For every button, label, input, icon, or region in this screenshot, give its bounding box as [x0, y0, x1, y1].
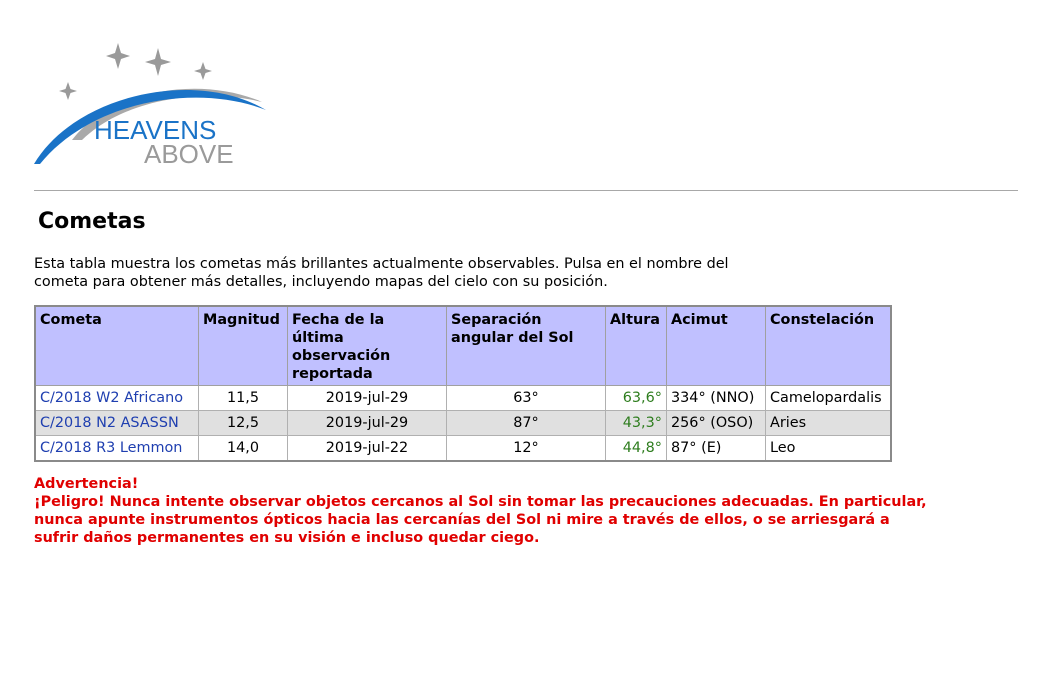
header-date-line1: Fecha de la — [292, 312, 385, 328]
header-date-line3: observación — [292, 348, 391, 364]
intro-text: Esta tabla muestra los cometas más brillantes actualmente observables. Pulsa en el nombre del cometa para obtener más detalles, incluyendo mapas del cielo con su posición. — [34, 256, 729, 290]
star-icon — [59, 82, 77, 100]
magnitude-cell: 11,5 — [199, 386, 288, 411]
separation-cell: 63° — [447, 386, 606, 411]
header-altitude — [606, 306, 667, 386]
constellation-cell: Leo — [766, 436, 892, 462]
header-comet — [35, 306, 199, 386]
header-constellation — [766, 306, 892, 386]
azimuth-cell: 256° (OSO) — [667, 411, 766, 436]
header-comet-label: Cometa — [40, 312, 102, 328]
header-date — [288, 306, 447, 386]
logo-heavens-text: HEAVENS — [94, 115, 217, 145]
header-altitude-label: Altura — [610, 312, 661, 328]
table-row — [35, 386, 891, 411]
altitude-cell: 63,6° — [606, 386, 667, 411]
table-header-row — [35, 306, 891, 386]
header-separation — [447, 306, 606, 386]
header-date-line4: reportada — [292, 366, 373, 382]
logo-graphic — [30, 40, 270, 170]
warning-text: ¡Peligro! Nunca intente observar objetos cercanos al Sol sin tomar las precauciones adecuadas. En particular, nunca apunte instrumentos ópticos hacia las cercanías del Sol ni mire a través de ellos, o se arriesgará a sufrir daños permanentes en su visión e incluso quedar ciego. — [34, 494, 927, 546]
header-magnitude-label: Magnitud — [203, 312, 280, 328]
header-magnitude — [199, 306, 288, 386]
comet-link[interactable]: C/2018 N2 ASASSN — [40, 415, 179, 431]
table-row — [35, 436, 891, 462]
date-cell: 2019-jul-29 — [288, 386, 447, 411]
star-icon — [145, 48, 171, 76]
star-icon — [106, 43, 130, 69]
altitude-cell: 43,3° — [606, 411, 667, 436]
header-azimuth-label: Acimut — [671, 312, 728, 328]
header-separation-line2: angular del Sol — [451, 330, 574, 346]
table-row — [35, 411, 891, 436]
magnitude-cell: 14,0 — [199, 436, 288, 462]
comets-table — [34, 305, 892, 462]
star-icon — [194, 62, 212, 80]
separation-cell: 87° — [447, 411, 606, 436]
warning-title: Advertencia! — [34, 476, 139, 492]
comet-name-cell — [35, 436, 199, 462]
azimuth-cell: 87° (E) — [667, 436, 766, 462]
header-constellation-label: Constelación — [770, 312, 875, 328]
magnitude-cell: 12,5 — [199, 411, 288, 436]
header-divider — [34, 190, 1018, 191]
comet-link[interactable]: C/2018 W2 Africano — [40, 390, 184, 406]
constellation-cell: Camelopardalis — [766, 386, 892, 411]
header-separation-line1: Separación — [451, 312, 542, 328]
separation-cell: 12° — [447, 436, 606, 462]
heavens-above-logo[interactable] — [30, 40, 270, 170]
altitude-cell: 44,8° — [606, 436, 667, 462]
header-date-line2: última — [292, 330, 344, 346]
logo-above-text: ABOVE — [144, 139, 234, 169]
date-cell: 2019-jul-22 — [288, 436, 447, 462]
azimuth-cell: 334° (NNO) — [667, 386, 766, 411]
comet-name-cell — [35, 411, 199, 436]
comet-name-cell — [35, 386, 199, 411]
constellation-cell: Aries — [766, 411, 892, 436]
header-azimuth — [667, 306, 766, 386]
page-title: Cometas — [38, 209, 146, 234]
date-cell: 2019-jul-29 — [288, 411, 447, 436]
comet-link[interactable]: C/2018 R3 Lemmon — [40, 440, 183, 456]
